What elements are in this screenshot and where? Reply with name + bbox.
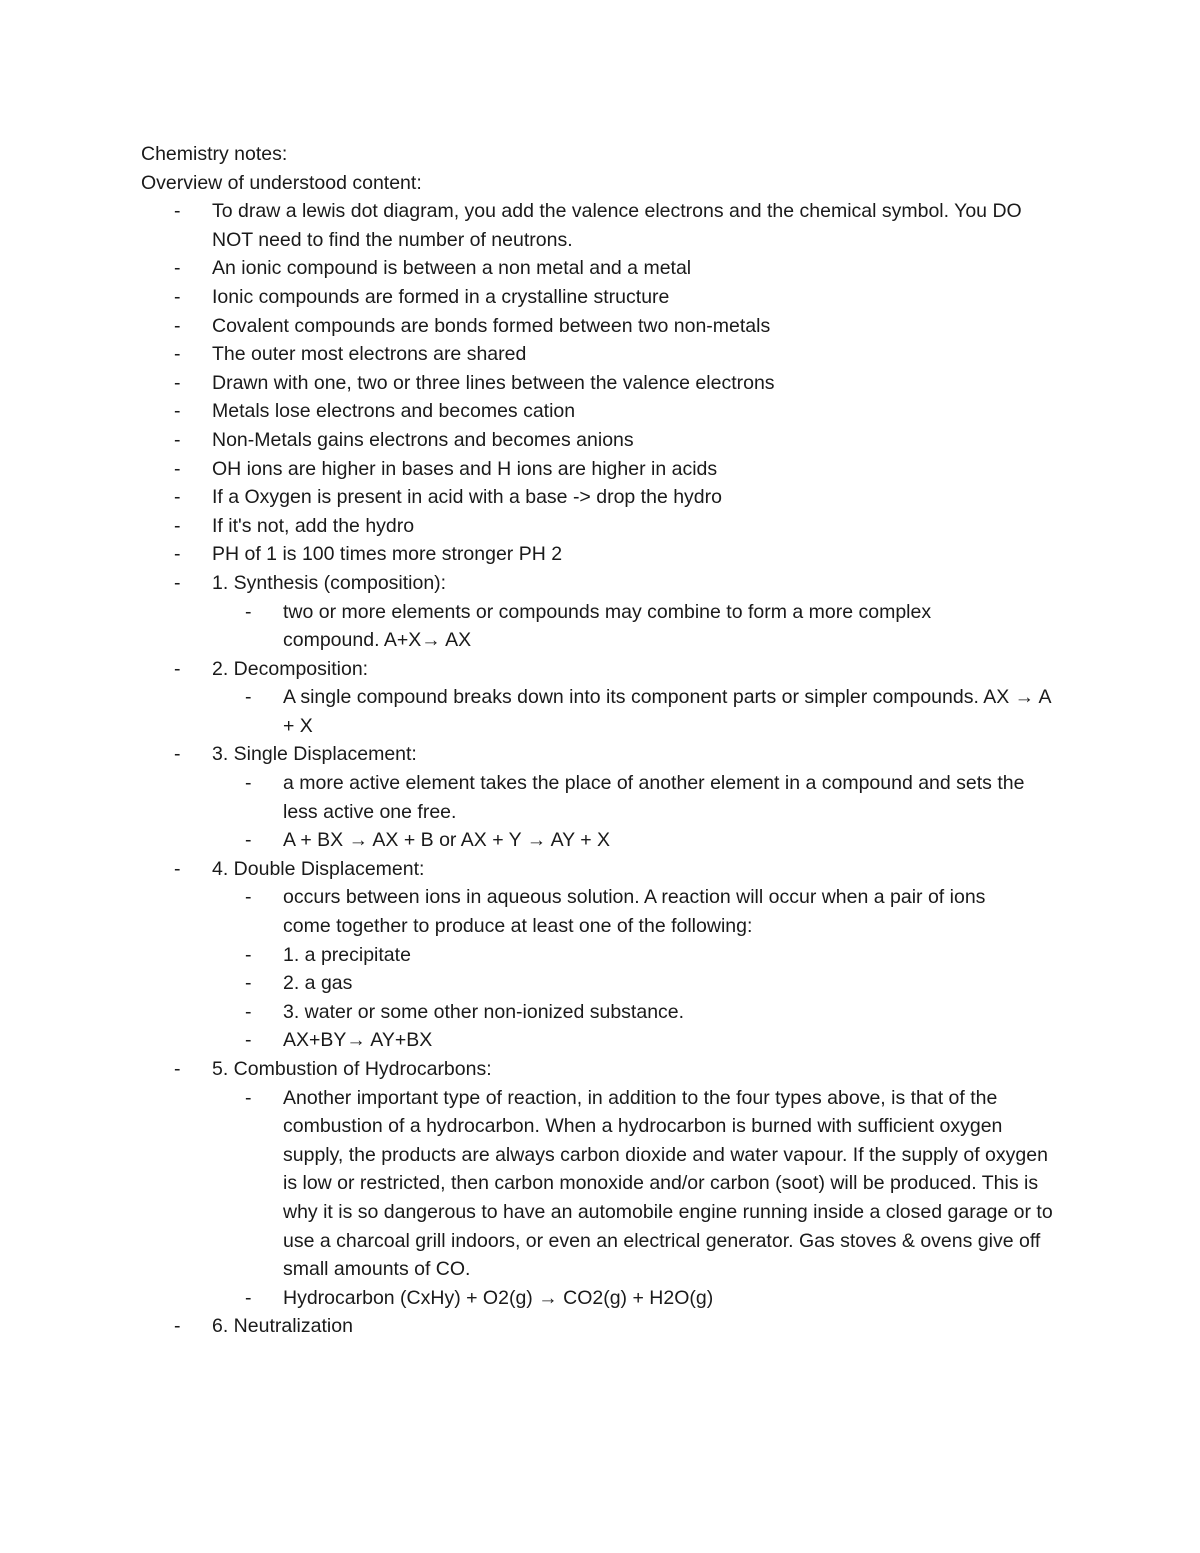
list-item-text: The outer most electrons are shared	[212, 343, 527, 366]
bullet-dash: -	[174, 285, 181, 308]
list-item	[141, 540, 1081, 569]
bullet-dash: -	[174, 457, 181, 480]
list-item-text: 3. Single Displacement:	[212, 743, 417, 766]
list-item	[141, 283, 1081, 312]
list-item-combustion	[141, 1055, 1081, 1312]
notes-list	[141, 197, 1081, 1341]
sublist-item-text: occurs between ions in aqueous solution. A reaction will occur when a pair of ions come together to produce at least one of the following:	[283, 886, 986, 938]
double-displacement-sublist	[212, 883, 1081, 1055]
bullet-dash: -	[245, 829, 252, 852]
bullet-dash: -	[174, 1315, 181, 1338]
bullet-dash: -	[174, 857, 181, 880]
sublist-item-text: 1. a precipitate	[283, 943, 411, 966]
sublist-item	[141, 1284, 1081, 1313]
list-item	[141, 254, 1081, 283]
bullet-dash: -	[174, 657, 181, 680]
decomposition-sublist	[212, 683, 1081, 740]
list-item-double-displacement	[141, 855, 1081, 1055]
section-heading: Overview of understood content:	[141, 171, 422, 194]
list-item-text: 4. Double Displacement:	[212, 857, 425, 880]
list-item	[141, 369, 1081, 398]
sublist-item-text: 3. water or some other non-ionized substance.	[283, 1000, 685, 1023]
bullet-dash: -	[245, 1286, 252, 1309]
list-item-single-displacement	[141, 740, 1081, 854]
list-item	[141, 483, 1081, 512]
notes-content	[141, 140, 1081, 1341]
single-displacement-sublist	[212, 769, 1081, 855]
bullet-dash: -	[174, 743, 181, 766]
bullet-dash: -	[174, 343, 181, 366]
list-item	[141, 397, 1081, 426]
sublist-item-text: 2. a gas	[283, 972, 353, 995]
bullet-dash: -	[174, 314, 181, 337]
list-item-text: Drawn with one, two or three lines between the valence electrons	[212, 371, 775, 394]
list-item-text: 1. Synthesis (composition):	[212, 571, 447, 594]
list-item-text: Ionic compounds are formed in a crystalline structure	[212, 285, 670, 308]
sublist-item	[141, 1084, 1058, 1284]
sublist-item	[141, 1026, 1081, 1055]
list-item-decomposition	[141, 655, 1081, 741]
combustion-sublist	[212, 1084, 1081, 1313]
list-item	[141, 197, 1052, 254]
sublist-item	[141, 598, 1008, 655]
list-item	[141, 455, 1081, 484]
list-item-text: If a Oxygen is present in acid with a base -> drop the hydro	[212, 486, 722, 509]
bullet-dash: -	[174, 486, 181, 509]
list-item	[141, 340, 1081, 369]
sublist-item	[141, 883, 1028, 940]
bullet-dash: -	[245, 972, 252, 995]
list-item-text: Metals lose electrons and becomes cation	[212, 400, 576, 423]
list-item-text: Covalent compounds are bonds formed between two non-metals	[212, 314, 771, 337]
sublist-item	[141, 941, 1081, 970]
bullet-dash: -	[174, 428, 181, 451]
list-item-text: 6. Neutralization	[212, 1315, 353, 1338]
bullet-dash: -	[174, 400, 181, 423]
sublist-item-text: A + BX → AX + B or AX + Y → AY + X	[283, 829, 611, 852]
bullet-dash: -	[174, 543, 181, 566]
sublist-item-text: two or more elements or compounds may combine to form a more complex compound. A+X→ AX	[283, 600, 932, 652]
list-item-neutralization	[141, 1312, 1081, 1341]
list-item-synthesis	[141, 569, 1081, 655]
bullet-dash: -	[245, 943, 252, 966]
sublist-item-text: a more active element takes the place of another element in a compound and sets the less active one free.	[283, 772, 1025, 823]
list-item-text: OH ions are higher in bases and H ions are higher in acids	[212, 457, 718, 480]
list-item-text: PH of 1 is 100 times more stronger PH 2	[212, 543, 563, 566]
sublist-item	[141, 826, 1081, 855]
bullet-dash: -	[245, 1086, 252, 1109]
bullet-dash: -	[245, 686, 252, 709]
bullet-dash: -	[245, 1000, 252, 1023]
list-item-text: If it's not, add the hydro	[212, 514, 415, 537]
sublist-item-text: Hydrocarbon (CxHy) + O2(g) → CO2(g) + H2O(g)	[283, 1286, 714, 1309]
list-item-text: 2. Decomposition:	[212, 657, 369, 680]
bullet-dash: -	[174, 514, 181, 537]
document-title: Chemistry notes:	[141, 143, 288, 165]
bullet-dash: -	[174, 1058, 181, 1080]
bullet-dash: -	[245, 600, 252, 623]
sublist-item	[141, 998, 1081, 1027]
list-item	[141, 426, 1081, 455]
synthesis-sublist	[212, 598, 1081, 655]
list-item-text: Non-Metals gains electrons and becomes anions	[212, 428, 634, 451]
sublist-item	[141, 683, 1063, 740]
list-item	[141, 512, 1081, 541]
sublist-item-text: A single compound breaks down into its component parts or simpler compounds. AX → A + X	[283, 686, 1051, 737]
bullet-dash: -	[174, 571, 181, 594]
sublist-item	[141, 969, 1081, 998]
list-item-text: An ionic compound is between a non metal and a metal	[212, 257, 692, 280]
list-item	[141, 312, 1081, 341]
sublist-item	[141, 769, 1033, 826]
bullet-dash: -	[174, 200, 181, 223]
bullet-dash: -	[174, 371, 181, 394]
bullet-dash: -	[245, 772, 252, 795]
bullet-dash: -	[245, 886, 252, 909]
sublist-item-text: Another important type of reaction, in addition to the four types above, is that of the combustion of a hydrocarbon. When a hydrocarbon is burned with sufficient oxygen supply, the products are always carbon dioxide and water vapour. If the supply of oxygen is low or restricted, then carbon monoxide and/or carbon (soot) will be produced. This is why it is so dangerous to have an automobile engine running inside a closed garage or to use a charcoal grill indoors, or even an electrical generator. Gas stoves & ovens give off small amounts of CO.	[283, 1086, 1053, 1281]
list-item-text: 5. Combustion of Hydrocarbons:	[212, 1058, 492, 1080]
list-item-text: To draw a lewis dot diagram, you add the valence electrons and the chemical symbol. You DO NOT need to find the number of neutrons.	[212, 200, 1022, 251]
sublist-item-text: AX+BY→ AY+BX	[283, 1029, 433, 1052]
bullet-dash: -	[174, 257, 181, 280]
bullet-dash: -	[245, 1029, 252, 1052]
